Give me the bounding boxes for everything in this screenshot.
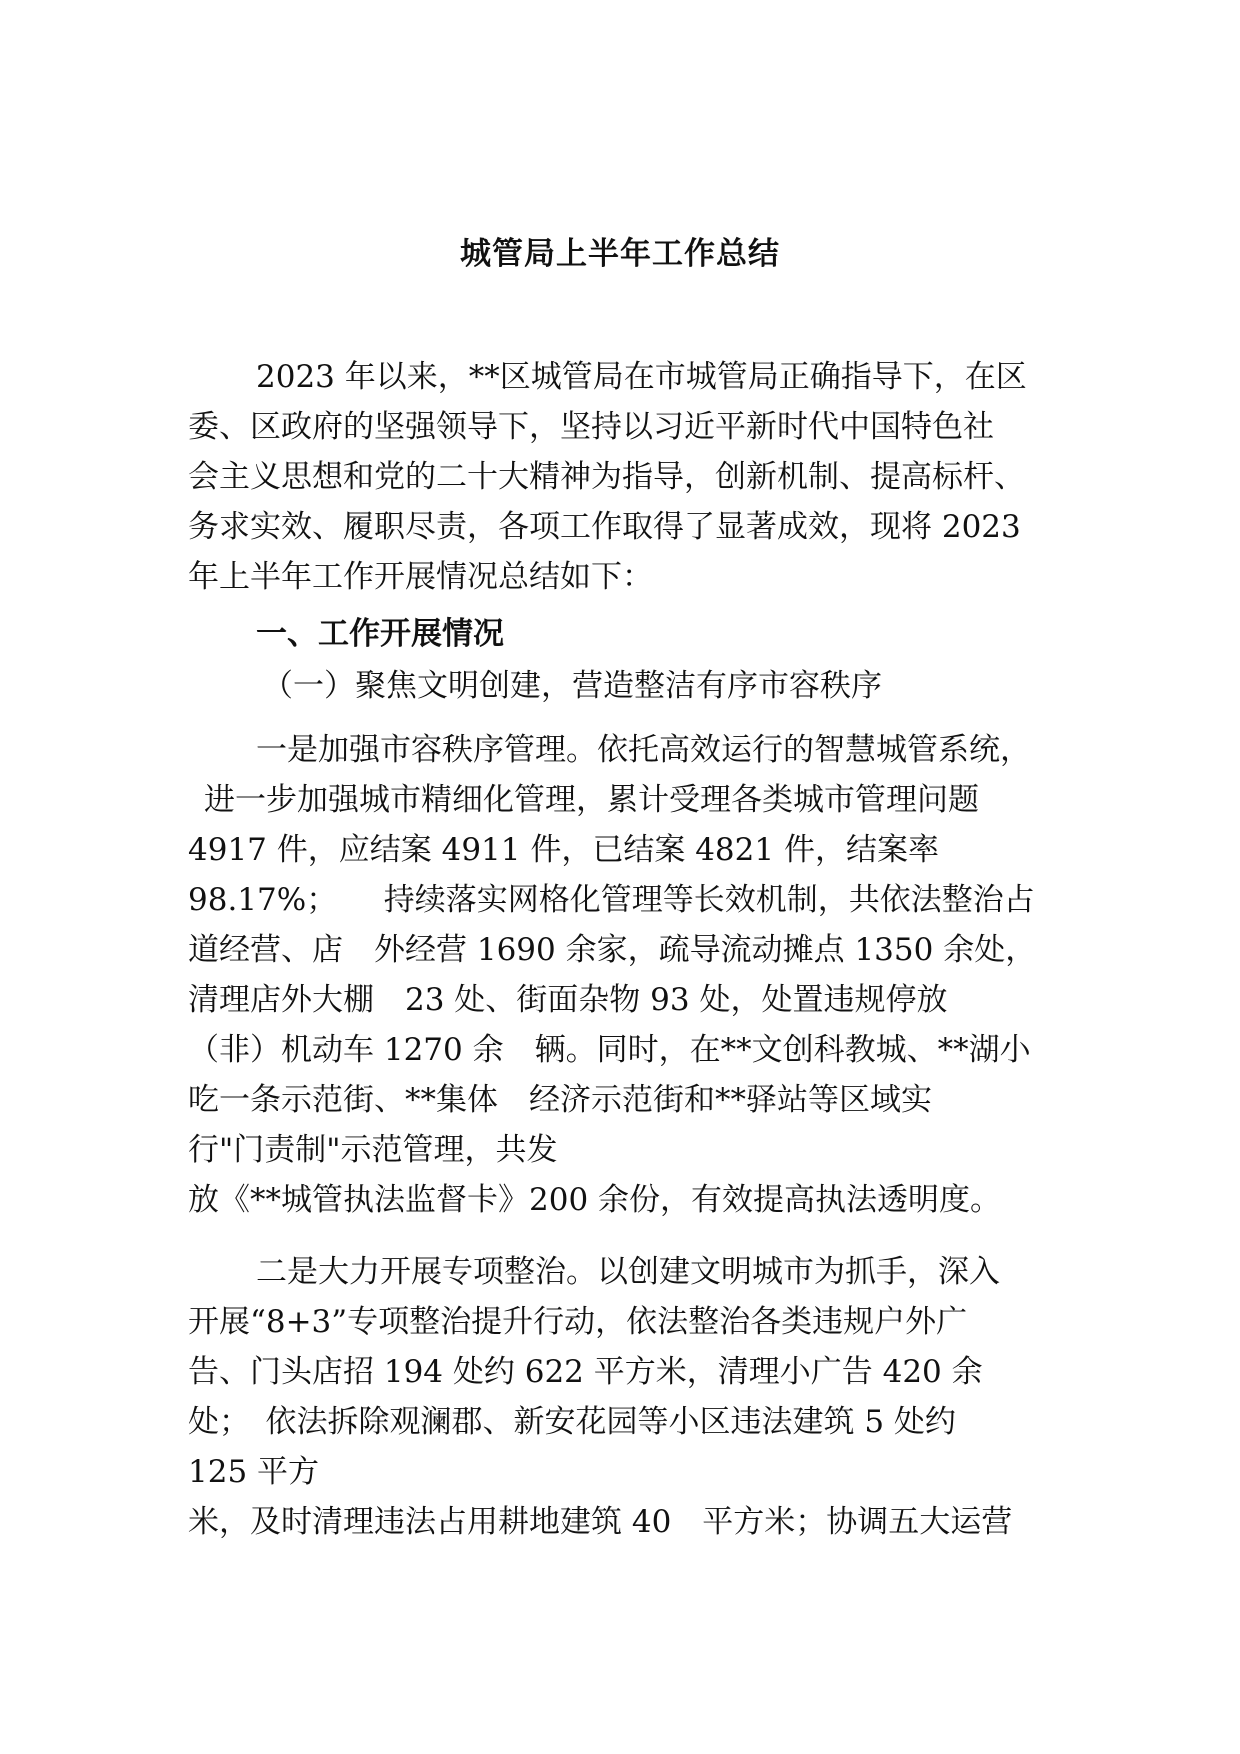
para1-line-8: 吃一条示范街、**集体 经济示范街和**驿站等区域实 bbox=[188, 1082, 932, 1118]
para1-line-10: 放《**城管执法监督卡》200 余份，有效提高执法透明度。 bbox=[188, 1182, 1002, 1218]
intro-line-5: 年上半年工作开展情况总结如下： bbox=[188, 559, 653, 595]
para2-line-3: 告、门头店招 194 处约 622 平方米，清理小广告 420 余 bbox=[188, 1354, 983, 1390]
document-title: 城管局上半年工作总结 bbox=[460, 236, 780, 272]
para1-line-3: 4917 件，应结案 4911 件，已结案 4821 件，结案率 bbox=[188, 832, 939, 868]
para1-line-5: 道经营、店 外经营 1690 余家，疏导流动摊点 1350 余处， bbox=[188, 932, 1037, 968]
intro-line-4: 务求实效、履职尽责，各项工作取得了显著成效，现将 2023 bbox=[188, 509, 1021, 545]
para2-line-5: 125 平方 bbox=[188, 1454, 320, 1490]
para1-line-9: 行"门责制"示范管理，共发 bbox=[188, 1132, 558, 1168]
para1-line-1: 一是加强市容秩序管理。依托高效运行的智慧城管系统， bbox=[256, 732, 1031, 768]
intro-line-3: 会主义思想和党的二十大精神为指导，创新机制、提高标杆、 bbox=[188, 459, 1025, 495]
para2-line-6: 米，及时清理违法占用耕地建筑 40 平方米；协调五大运营 bbox=[188, 1504, 1013, 1540]
section-heading: 一、工作开展情况 bbox=[256, 616, 504, 652]
para2-line-4: 处； 依法拆除观澜郡、新安花园等小区违法建筑 5 处约 bbox=[188, 1404, 956, 1440]
para1-line-2: 进一步加强城市精细化管理，累计受理各类城市管理问题 bbox=[204, 782, 979, 818]
subsection-heading: （一）聚焦文明创建，营造整洁有序市容秩序 bbox=[262, 668, 882, 704]
para1-line-7: （非）机动车 1270 余 辆。同时，在**文创科教城、**湖小 bbox=[188, 1032, 1031, 1068]
para1-line-4: 98.17%； 持续落实网格化管理等长效机制，共依法整治占 bbox=[188, 882, 1035, 918]
intro-line-1: 2023 年以来，**区城管局在市城管局正确指导下，在区 bbox=[256, 359, 1027, 395]
para2-line-2: 开展“8+3”专项整治提升行动，依法整治各类违规户外广 bbox=[188, 1304, 968, 1340]
para1-line-6: 清理店外大棚 23 处、街面杂物 93 处，处置违规停放 bbox=[188, 982, 948, 1018]
intro-line-2: 委、区政府的坚强领导下，坚持以习近平新时代中国特色社 bbox=[188, 409, 994, 445]
para2-line-1: 二是大力开展专项整治。以创建文明城市为抓手，深入 bbox=[256, 1254, 1000, 1290]
